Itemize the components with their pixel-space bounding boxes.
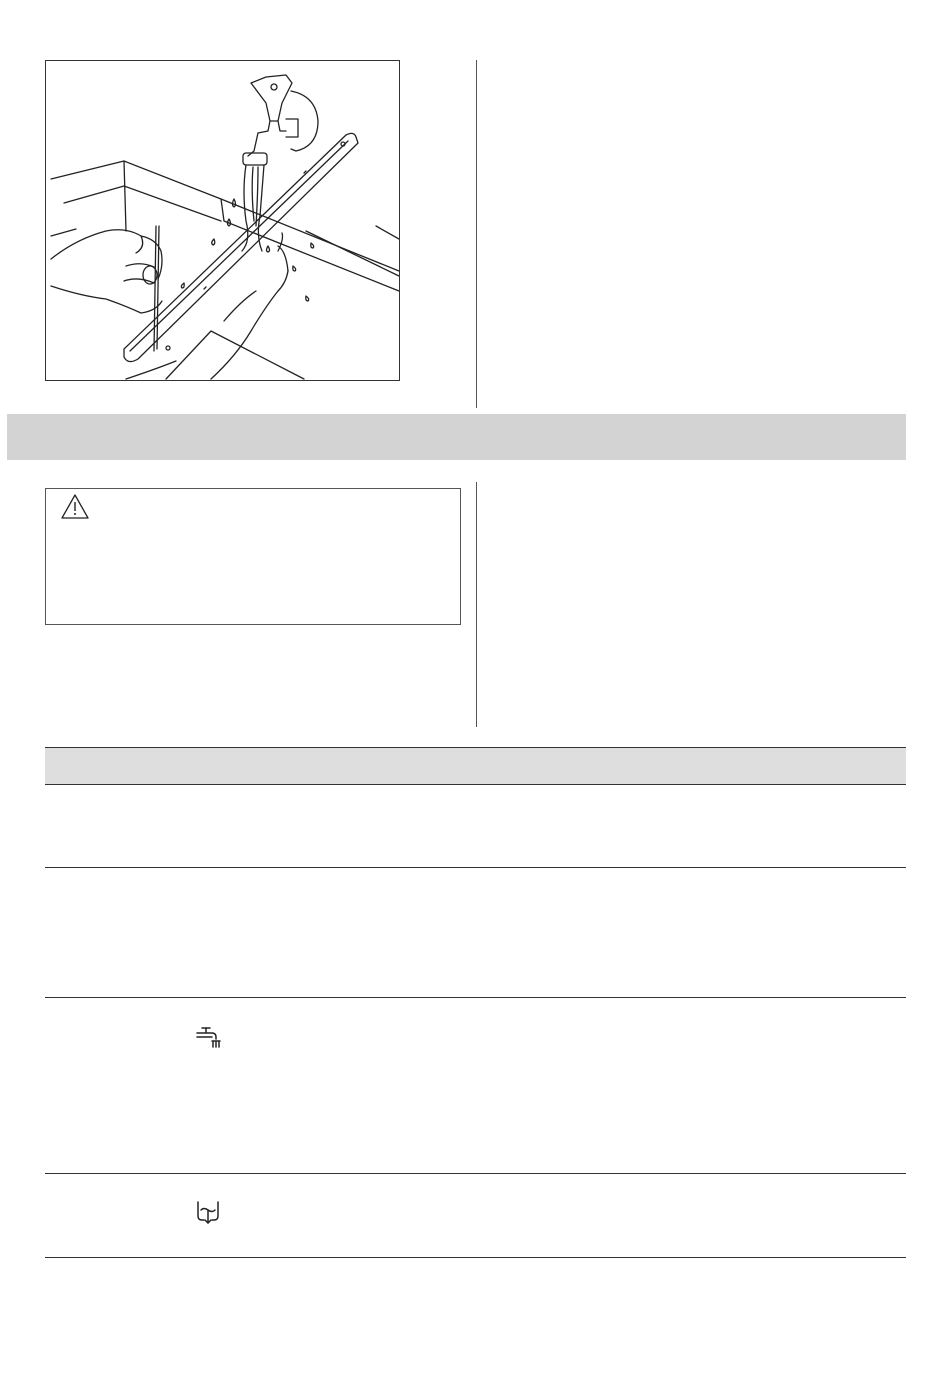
water-tap-icon: [196, 1025, 222, 1056]
table-row-divider: [45, 997, 906, 998]
section-heading-band: [7, 414, 906, 460]
warning-triangle-icon: [60, 493, 90, 525]
table-row-divider: [45, 867, 906, 868]
warning-box: [45, 488, 461, 625]
column-divider-middle: [476, 482, 477, 727]
spray-arm-illustration-drawing: [46, 61, 399, 380]
column-divider-top: [476, 60, 477, 408]
table-row-divider: [45, 1257, 906, 1258]
table-header: [45, 747, 906, 785]
table-row-divider: [45, 1173, 906, 1174]
spray-arm-cleaning-illustration: [45, 60, 400, 381]
drain-icon: [196, 1200, 222, 1231]
